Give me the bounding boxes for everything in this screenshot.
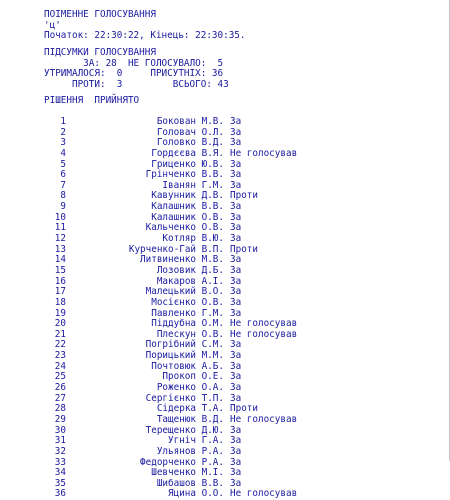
vote-number: 25	[54, 371, 66, 383]
deputy-name: Федорченко Р.А.	[140, 456, 224, 468]
vote-number: 23	[54, 350, 66, 362]
vote-result: За	[230, 307, 242, 319]
vote-result: Не голосував	[230, 318, 298, 330]
vote-row	[44, 266, 297, 277]
vote-number: 16	[54, 275, 66, 287]
vote-result: За	[230, 201, 242, 213]
deputy-name: Головко В.Д.	[156, 137, 224, 149]
vote-row	[44, 489, 297, 500]
vote-result: За	[230, 445, 242, 457]
vote-result: Не голосував	[230, 147, 298, 159]
deputy-name: Бокован М.В.	[156, 116, 224, 127]
deputy-name: Терещенко Д.Ю.	[145, 424, 224, 436]
vote-result: За	[230, 360, 242, 372]
vote-result: Проти	[230, 243, 258, 255]
vote-number: 27	[54, 392, 66, 404]
vote-result: За	[230, 382, 242, 394]
vote-result: За	[230, 392, 242, 404]
vote-result: За	[230, 275, 242, 287]
deputy-name: Яцина О.О.	[168, 488, 224, 500]
vote-number: 24	[54, 360, 66, 372]
vote-result: За	[230, 169, 242, 181]
vote-number: 5	[60, 158, 66, 170]
vote-number: 3	[60, 137, 66, 149]
vote-number: 13	[54, 243, 66, 255]
vote-result: За	[230, 424, 242, 436]
vote-result: За	[230, 350, 242, 362]
summary-line-against: ПРОТИ: 3 ВСЬОГО: 43	[44, 78, 229, 90]
vote-result: За	[230, 126, 242, 138]
vote-number: 15	[54, 264, 66, 276]
vote-result: За	[230, 456, 242, 468]
deputy-name: Погрібний С.М.	[145, 339, 224, 351]
vote-number: 1	[60, 116, 66, 127]
summary-line-abstain: УТРИМАЛОСЯ: 0 ПРИСУТНІХ: 36	[44, 68, 224, 80]
vote-number: 34	[54, 467, 66, 479]
vote-result: За	[230, 286, 242, 298]
vote-result: Проти	[230, 190, 258, 202]
vote-result: За	[230, 339, 242, 351]
deputy-name: Литвиненко М.В.	[140, 254, 224, 266]
vote-result: За	[230, 211, 242, 223]
vote-result: За	[230, 254, 242, 266]
deputy-name: Мосієнко О.В.	[151, 296, 224, 308]
deputy-name: Роженко О.А.	[156, 382, 224, 394]
vote-number: 33	[54, 456, 66, 468]
deputy-name: Прокоп О.Е.	[162, 371, 224, 383]
vote-number: 2	[60, 126, 66, 138]
deputy-name: Гриценко Ю.В.	[151, 158, 224, 170]
vote-subject: 'ц'	[44, 19, 61, 31]
vote-title: ПОІМЕННЕ ГОЛОСУВАННЯ	[44, 9, 156, 20]
vote-row	[44, 447, 297, 458]
vote-result: За	[230, 477, 242, 489]
vote-result: За	[230, 222, 242, 234]
vote-number: 32	[54, 445, 66, 457]
vote-result: Не голосував	[230, 328, 298, 340]
vote-row	[44, 149, 297, 160]
vote-number: 14	[54, 254, 66, 266]
deputy-name: Калашник В.В.	[151, 201, 224, 213]
vote-row	[44, 479, 297, 490]
deputy-name: Головач О.Л.	[156, 126, 224, 138]
deputy-name: Гордєєва В.Я.	[151, 147, 224, 159]
vote-number: 6	[60, 169, 66, 181]
deputy-name: Сергієнко Т.П.	[145, 392, 224, 404]
deputy-name: Кавунник Д.В.	[151, 190, 224, 202]
vote-number: 8	[60, 190, 66, 202]
vote-result: За	[230, 116, 242, 127]
deputy-name: Котляр В.Ю.	[162, 233, 224, 245]
vote-number: 18	[54, 296, 66, 308]
vote-list	[44, 117, 297, 500]
vote-row	[44, 415, 297, 426]
vote-number: 12	[54, 233, 66, 245]
vote-number: 9	[60, 201, 66, 213]
vote-number: 28	[54, 403, 66, 415]
vote-number: 19	[54, 307, 66, 319]
vote-number: 7	[60, 179, 66, 191]
vote-result: За	[230, 435, 242, 447]
deputy-name: Ульянов Р.А.	[156, 445, 224, 457]
vote-result: За	[230, 137, 242, 149]
vote-number: 21	[54, 328, 66, 340]
vote-result: За	[230, 179, 242, 191]
summary-heading: ПІДСУМКИ ГОЛОСУВАННЯ	[44, 47, 156, 58]
deputy-name: Курченко-Гай В.П.	[128, 243, 224, 255]
vote-result: За	[230, 158, 242, 170]
deputy-name: Угніч Г.А.	[168, 435, 224, 447]
deputy-name: Шевченко М.І.	[151, 467, 224, 479]
deputy-name: Грінченко В.В.	[145, 169, 224, 181]
vote-number: 29	[54, 413, 66, 425]
vote-number: 4	[60, 147, 66, 159]
vote-result: Не голосував	[230, 413, 298, 425]
vote-number: 30	[54, 424, 66, 436]
vote-summary	[44, 48, 229, 90]
vote-number: 26	[54, 382, 66, 394]
deputy-name: Піддубна О.М.	[151, 318, 224, 330]
summary-line-for: ЗА: 28 НЕ ГОЛОСУВАЛО: 5	[44, 57, 224, 69]
deputy-name: Калашник О.В.	[151, 211, 224, 223]
vote-result: Не голосував	[230, 488, 298, 500]
vote-row	[44, 298, 297, 309]
deputy-name: Іванян Г.М.	[162, 179, 224, 191]
deputy-name: Лозовик Д.Б.	[156, 264, 224, 276]
vote-number: 35	[54, 477, 66, 489]
vote-number: 22	[54, 339, 66, 351]
deputy-name: Малецький В.О.	[145, 286, 224, 298]
deputy-name: Тащенюк В.Д.	[156, 413, 224, 425]
decision-text: РІШЕННЯ ПРИЙНЯТО	[44, 95, 140, 106]
deputy-name: Почтовюк А.Б.	[151, 360, 224, 372]
vote-result: За	[230, 371, 242, 383]
deputy-name: Плескун О.В.	[156, 328, 224, 340]
deputy-name: Кальченко О.В.	[145, 222, 224, 234]
vote-number: 31	[54, 435, 66, 447]
vote-header	[44, 10, 246, 42]
deputy-name: Павленко Г.М.	[151, 307, 224, 319]
vote-number: 10	[54, 211, 66, 223]
decision-line	[44, 96, 139, 107]
deputy-name: Порицький М.М.	[145, 350, 224, 362]
vote-row	[44, 468, 297, 479]
deputy-name: Сідерка Т.А.	[156, 403, 224, 415]
vote-number: 36	[54, 488, 66, 500]
vote-row	[44, 458, 297, 469]
vote-result: За	[230, 264, 242, 276]
vote-number: 17	[54, 286, 66, 298]
vote-number: 11	[54, 222, 66, 234]
deputy-name: Шибашов В.В.	[156, 477, 224, 489]
vote-result: За	[230, 467, 242, 479]
vote-result: За	[230, 233, 242, 245]
deputy-name: Макаров А.І.	[156, 275, 224, 287]
vote-time: Початок: 22:30:22, Кінець: 22:30:35.	[44, 30, 246, 42]
vote-number: 20	[54, 318, 66, 330]
vote-result: Проти	[230, 403, 258, 415]
vote-result: За	[230, 296, 242, 308]
